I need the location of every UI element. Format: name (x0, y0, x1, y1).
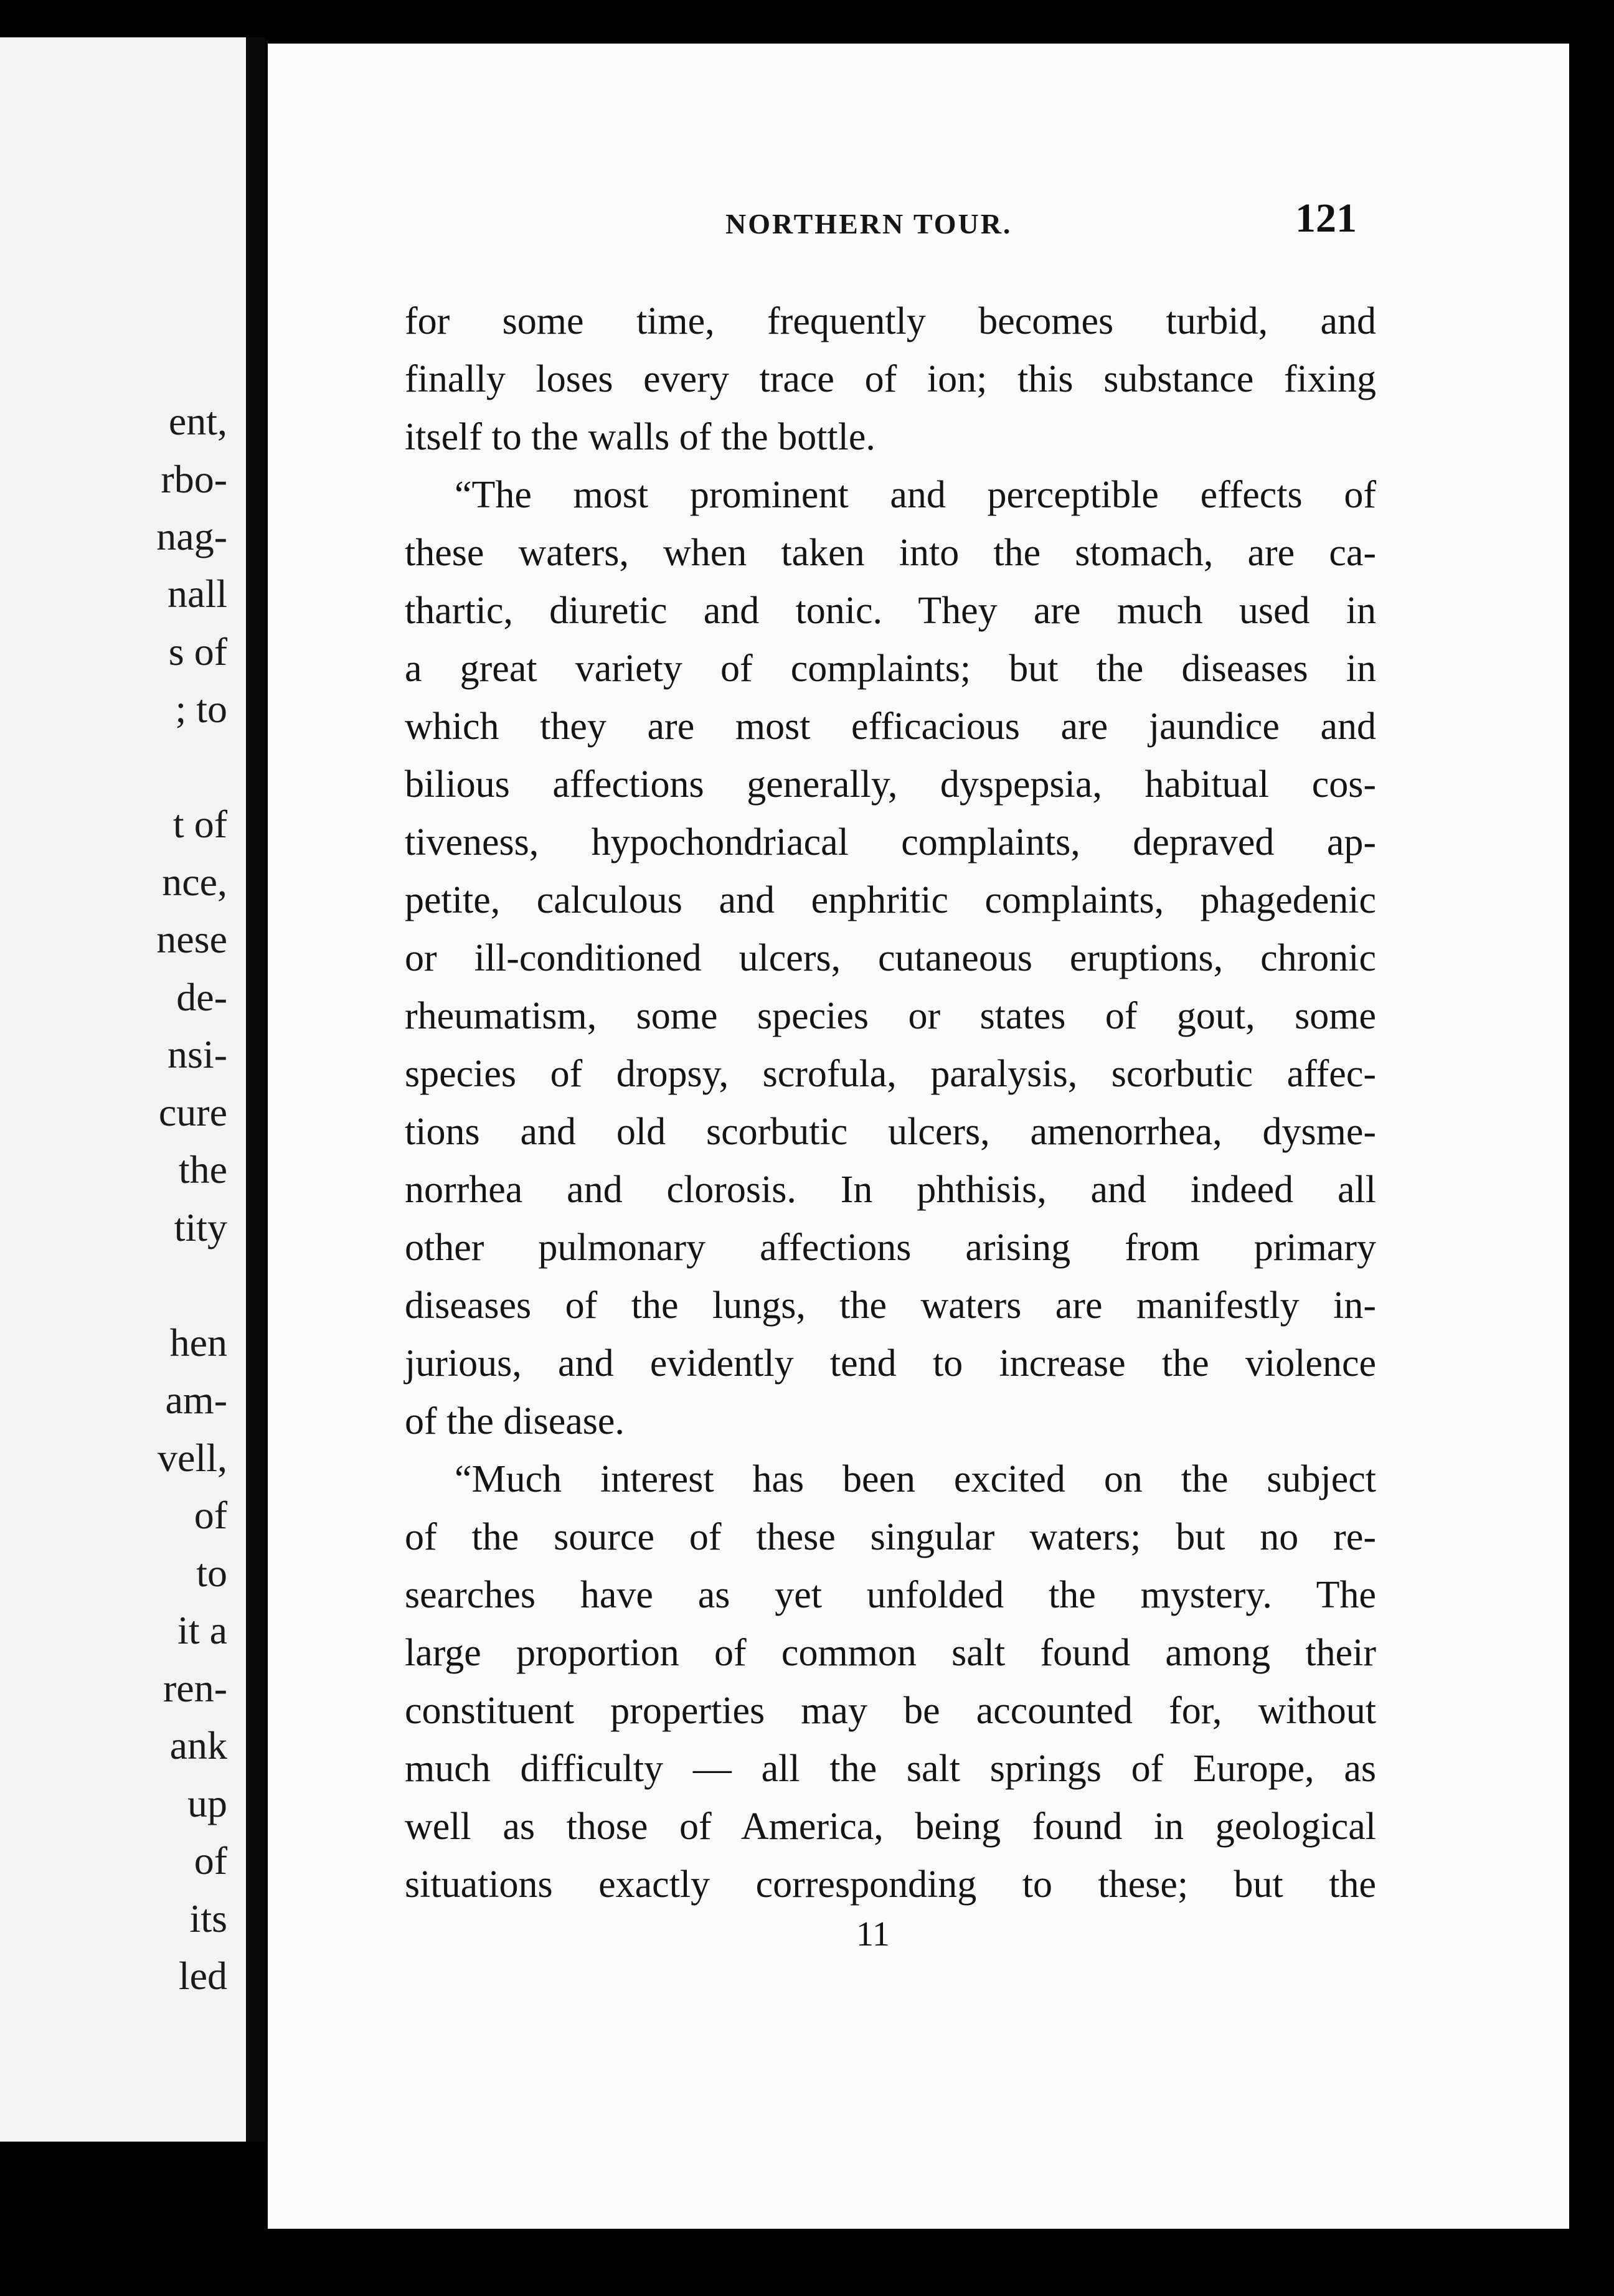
left-page-fragment: t of (172, 802, 227, 846)
text-line: these waters, when taken into the stomach, are ca- (405, 532, 1376, 574)
left-page-fragment: up (187, 1781, 227, 1825)
text-line: jurious, and evidently tend to increase the violence (405, 1342, 1376, 1385)
text-line: constituent properties may be accounted for, without (405, 1690, 1376, 1732)
left-page-fragment: nese (156, 917, 227, 961)
text-line: petite, calculous and enphritic complaints, phagedenic (405, 879, 1376, 921)
text-line: situations exactly corresponding to these; but the (405, 1863, 1376, 1906)
text-line: bilious affections generally, dyspepsia, habitual cos- (405, 763, 1376, 806)
text-line: of the source of these singular waters; but no re- (405, 1516, 1376, 1558)
text-line: rheumatism, some species or states of gout, some (405, 995, 1376, 1037)
left-page-fragment: it a (177, 1608, 227, 1652)
left-page-fragment: s of (168, 629, 227, 674)
text-line: searches have as yet unfolded the mystery. The (405, 1574, 1376, 1616)
text-line: tions and old scorbutic ulcers, amenorrhea, dysme- (405, 1111, 1376, 1153)
text-line: well as those of America, being found in geological (405, 1805, 1376, 1848)
text-line: species of dropsy, scrofula, paralysis, scorbutic affec- (405, 1053, 1376, 1095)
left-page-fragment: nall (168, 572, 227, 616)
text-line: “The most prominent and perceptible effects of (455, 474, 1376, 516)
text-line: tiveness, hypochondriacal complaints, depraved ap- (405, 821, 1376, 863)
text-line: diseases of the lungs, the waters are manifestly in- (405, 1284, 1376, 1327)
text-line: finally loses every trace of ion; this substance fixing (405, 358, 1376, 400)
left-page-fragment: de- (176, 975, 227, 1019)
text-line: other pulmonary affections arising from primary (405, 1226, 1376, 1269)
left-page-fragment: led (178, 1954, 227, 1998)
text-line: much difficulty — all the salt springs of Europe, as (405, 1748, 1376, 1790)
left-page-fragment: ; to (175, 687, 227, 731)
left-page-fragment: nsi- (168, 1032, 227, 1076)
text-line: itself to the walls of the bottle. (405, 416, 875, 458)
text-line: thartic, diuretic and tonic. They are much used in (405, 590, 1376, 632)
text-line: or ill-conditioned ulcers, cutaneous eruptions, chronic (405, 937, 1376, 979)
left-page-fragment: hen (169, 1320, 227, 1365)
left-page-fragment: tity (174, 1205, 227, 1249)
left-page-fragment: to (196, 1551, 227, 1595)
left-page-fragment: the (178, 1147, 227, 1192)
text-line: for some time, frequently becomes turbid, and (405, 300, 1376, 342)
running-head: NORTHERN TOUR. (725, 208, 1012, 240)
left-page-fragment: ank (169, 1723, 227, 1767)
left-page-fragment: cure (158, 1090, 227, 1134)
body-text (405, 293, 1376, 1914)
text-line: a great variety of complaints; but the diseases in (405, 647, 1376, 690)
left-page-fragment: am- (165, 1378, 227, 1422)
book-gutter (246, 37, 265, 2142)
left-page-fragment: of (194, 1493, 227, 1537)
text-line: of the disease. (405, 1400, 625, 1442)
text-line: large proportion of common salt found among their (405, 1632, 1376, 1674)
left-page-fragment: of (194, 1838, 227, 1883)
left-page-fragment: ren- (163, 1666, 227, 1710)
text-line: “Much interest has been excited on the subject (455, 1458, 1376, 1500)
left-page-fragment: ent, (168, 399, 227, 443)
left-page-fragment: vell, (158, 1436, 227, 1480)
page-number: 121 (1295, 195, 1357, 241)
text-line: norrhea and clorosis. In phthisis, and indeed all (405, 1169, 1376, 1211)
left-page-fragment: nag- (156, 514, 227, 558)
left-page-fragment: nce, (162, 860, 227, 904)
signature-mark: 11 (856, 1915, 890, 1954)
left-page-fragment: rbo- (161, 457, 227, 501)
facing-page-left (0, 37, 246, 2142)
left-page-fragment: its (189, 1896, 227, 1941)
text-line: which they are most efficacious are jaundice and (405, 705, 1376, 748)
